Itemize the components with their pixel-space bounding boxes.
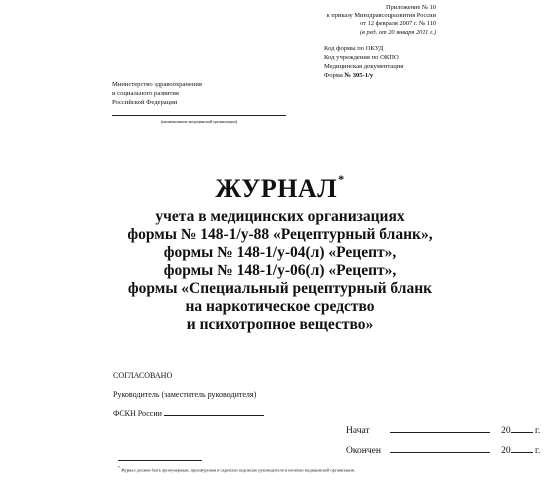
subtitle-line: формы № 148-1/у-04(л) «Рецепт», bbox=[163, 244, 397, 261]
fskn-signature-line bbox=[164, 407, 264, 416]
subtitle-line: формы № 148-1/у-06(л) «Рецепт», bbox=[163, 262, 397, 279]
org-name-line bbox=[112, 115, 286, 116]
start-date-line bbox=[390, 424, 490, 433]
start-year-prefix: 20 bbox=[501, 426, 511, 436]
agreed-heading: СОГЛАСОВАНО bbox=[113, 371, 173, 380]
agreed-head-label: Руководитель (заместитель руководителя) bbox=[113, 390, 257, 399]
subtitle-line: учета в медицинских организациях bbox=[155, 208, 405, 225]
end-label: Окончен bbox=[346, 446, 381, 456]
start-year-suffix: г. bbox=[535, 426, 541, 436]
org-name-caption: (наименование медицинской организации) bbox=[160, 119, 238, 124]
end-year-suffix: г. bbox=[535, 446, 541, 456]
footnote-mark: * bbox=[338, 172, 345, 186]
end-row bbox=[346, 441, 540, 461]
end-year-line bbox=[511, 444, 533, 453]
appendix-line: от 12 февраля 2007 г. № 110 bbox=[360, 20, 436, 28]
subtitle-line: и психотропное вещество» bbox=[186, 316, 374, 333]
form-number-row bbox=[324, 71, 403, 80]
agreed-block bbox=[113, 366, 264, 423]
fskn-row bbox=[113, 404, 264, 423]
journal-title-text: ЖУРНАЛ bbox=[215, 174, 338, 203]
fskn-label: ФСКН России bbox=[113, 409, 162, 418]
journal-subtitle bbox=[0, 208, 560, 334]
appendix-line: к приказу Минздравсоцразвития России bbox=[326, 12, 436, 20]
end-date-line bbox=[390, 444, 490, 453]
subtitle-line: на наркотическое средство bbox=[185, 298, 375, 315]
start-row bbox=[346, 421, 540, 441]
appendix-line: Приложение № 10 bbox=[386, 4, 436, 11]
start-year-line bbox=[511, 424, 533, 433]
form-number: № 305-1/у bbox=[344, 72, 374, 79]
ministry-block bbox=[112, 80, 202, 107]
medical-docs-label: Медицинская документация bbox=[324, 63, 404, 70]
appendix-revision: (в ред. от 20 января 2011 г.) bbox=[360, 28, 436, 36]
footnote-mark: * bbox=[118, 466, 120, 470]
subtitle-line: формы «Специальный рецептурный бланк bbox=[127, 280, 433, 297]
ministry-line: Российской Федерации bbox=[112, 99, 178, 106]
journal-title bbox=[0, 172, 560, 204]
footnote-text: Журнал должен быть пронумерован, прошнурован и скреплен подписью руководителя и печатью медицинской организации. bbox=[120, 467, 356, 473]
ministry-line: и социального развития bbox=[112, 90, 179, 97]
ministry-line: Министерство здравоохранения bbox=[112, 81, 202, 88]
form-codes-block bbox=[324, 44, 403, 80]
appendix-block bbox=[327, 4, 436, 37]
okud-label: Код формы по ОКУД bbox=[324, 45, 384, 52]
end-year-prefix: 20 bbox=[501, 446, 511, 456]
period-block bbox=[346, 421, 540, 461]
subtitle-line: формы № 148-1/у-88 «Рецептурный бланк», bbox=[127, 226, 433, 243]
start-label: Начат bbox=[346, 426, 370, 436]
form-prefix: Форма bbox=[324, 72, 343, 79]
okpo-label: Код учреждения по ОКПО bbox=[324, 54, 399, 61]
footnote-divider bbox=[118, 460, 202, 461]
footnote bbox=[118, 466, 355, 472]
